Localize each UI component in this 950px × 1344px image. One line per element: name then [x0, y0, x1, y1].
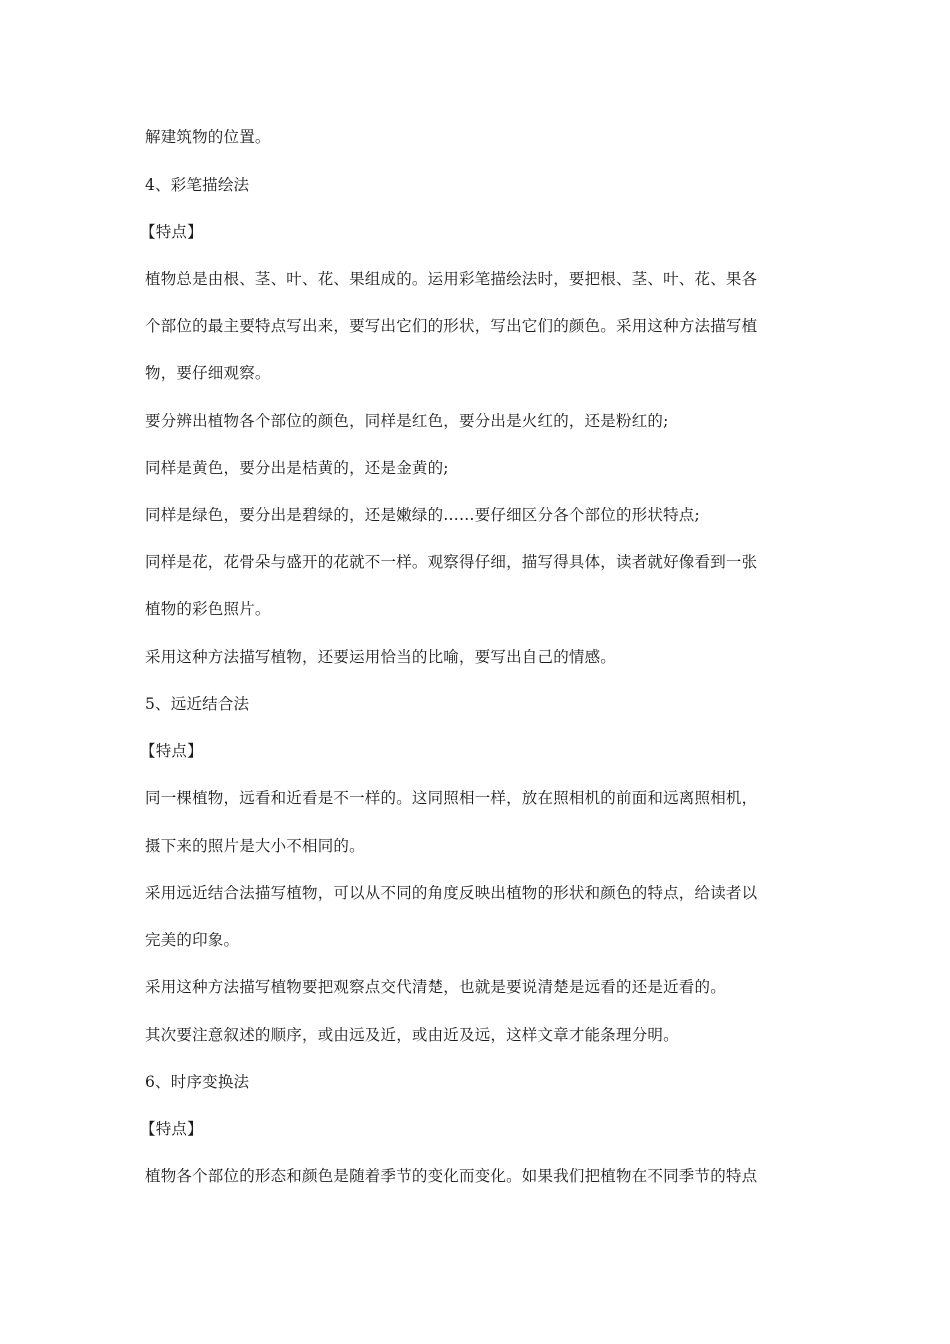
body-text-line: 要分辨出植物各个部位的颜色，同样是红色，要分出是火红的，还是粉红的; [145, 412, 669, 430]
body-text-line: 同样是绿色，要分出是碧绿的，还是嫩绿的……要仔细区分各个部位的形状特点; [145, 506, 700, 524]
feature-label: 【特点】 [140, 223, 203, 241]
body-text-line: 物，要仔细观察。 [145, 364, 271, 382]
body-text-line: 其次要注意叙述的顺序，或由远及近，或由近及远，这样文章才能条理分明。 [145, 1026, 679, 1044]
body-text-line: 采用这种方法描写植物，还要运用恰当的比喻，要写出自己的情感。 [145, 648, 617, 666]
body-text-line: 植物总是由根、茎、叶、花、果组成的。运用彩笔描绘法时，要把根、茎、叶、花、果各 [145, 270, 758, 288]
body-text-line: 植物各个部位的形态和颜色是随着季节的变化而变化。如果我们把植物在不同季节的特点 [145, 1167, 758, 1185]
body-text-line: 个部位的最主要特点写出来，要写出它们的形状，写出它们的颜色。采用这种方法描写植 [145, 317, 758, 335]
body-text-line: 解建筑物的位置。 [145, 128, 271, 146]
body-text-line: 摄下来的照片是大小不相同的。 [145, 837, 365, 855]
feature-label: 【特点】 [140, 1120, 203, 1138]
section-heading: 5、远近结合法 [145, 695, 250, 713]
body-text-line: 植物的彩色照片。 [145, 600, 271, 618]
body-text-line: 采用这种方法描写植物要把观察点交代清楚，也就是要说清楚是远看的还是近看的。 [145, 978, 726, 996]
body-text-line: 同样是黄色，要分出是桔黄的，还是金黄的; [145, 459, 449, 477]
body-text-line: 同样是花，花骨朵与盛开的花就不一样。观察得仔细，描写得具体，读者就好像看到一张 [145, 553, 758, 571]
section-heading: 6、时序变换法 [145, 1073, 250, 1091]
feature-label: 【特点】 [140, 742, 203, 760]
body-text-line: 完美的印象。 [145, 931, 240, 949]
body-text-line: 同一棵植物，远看和近看是不一样的。这同照相一样，放在照相机的前面和远离照相机， [145, 789, 758, 807]
section-heading: 4、彩笔描绘法 [145, 176, 250, 194]
body-text-line: 采用远近结合法描写植物，可以从不同的角度反映出植物的形状和颜色的特点，给读者以 [145, 884, 758, 902]
